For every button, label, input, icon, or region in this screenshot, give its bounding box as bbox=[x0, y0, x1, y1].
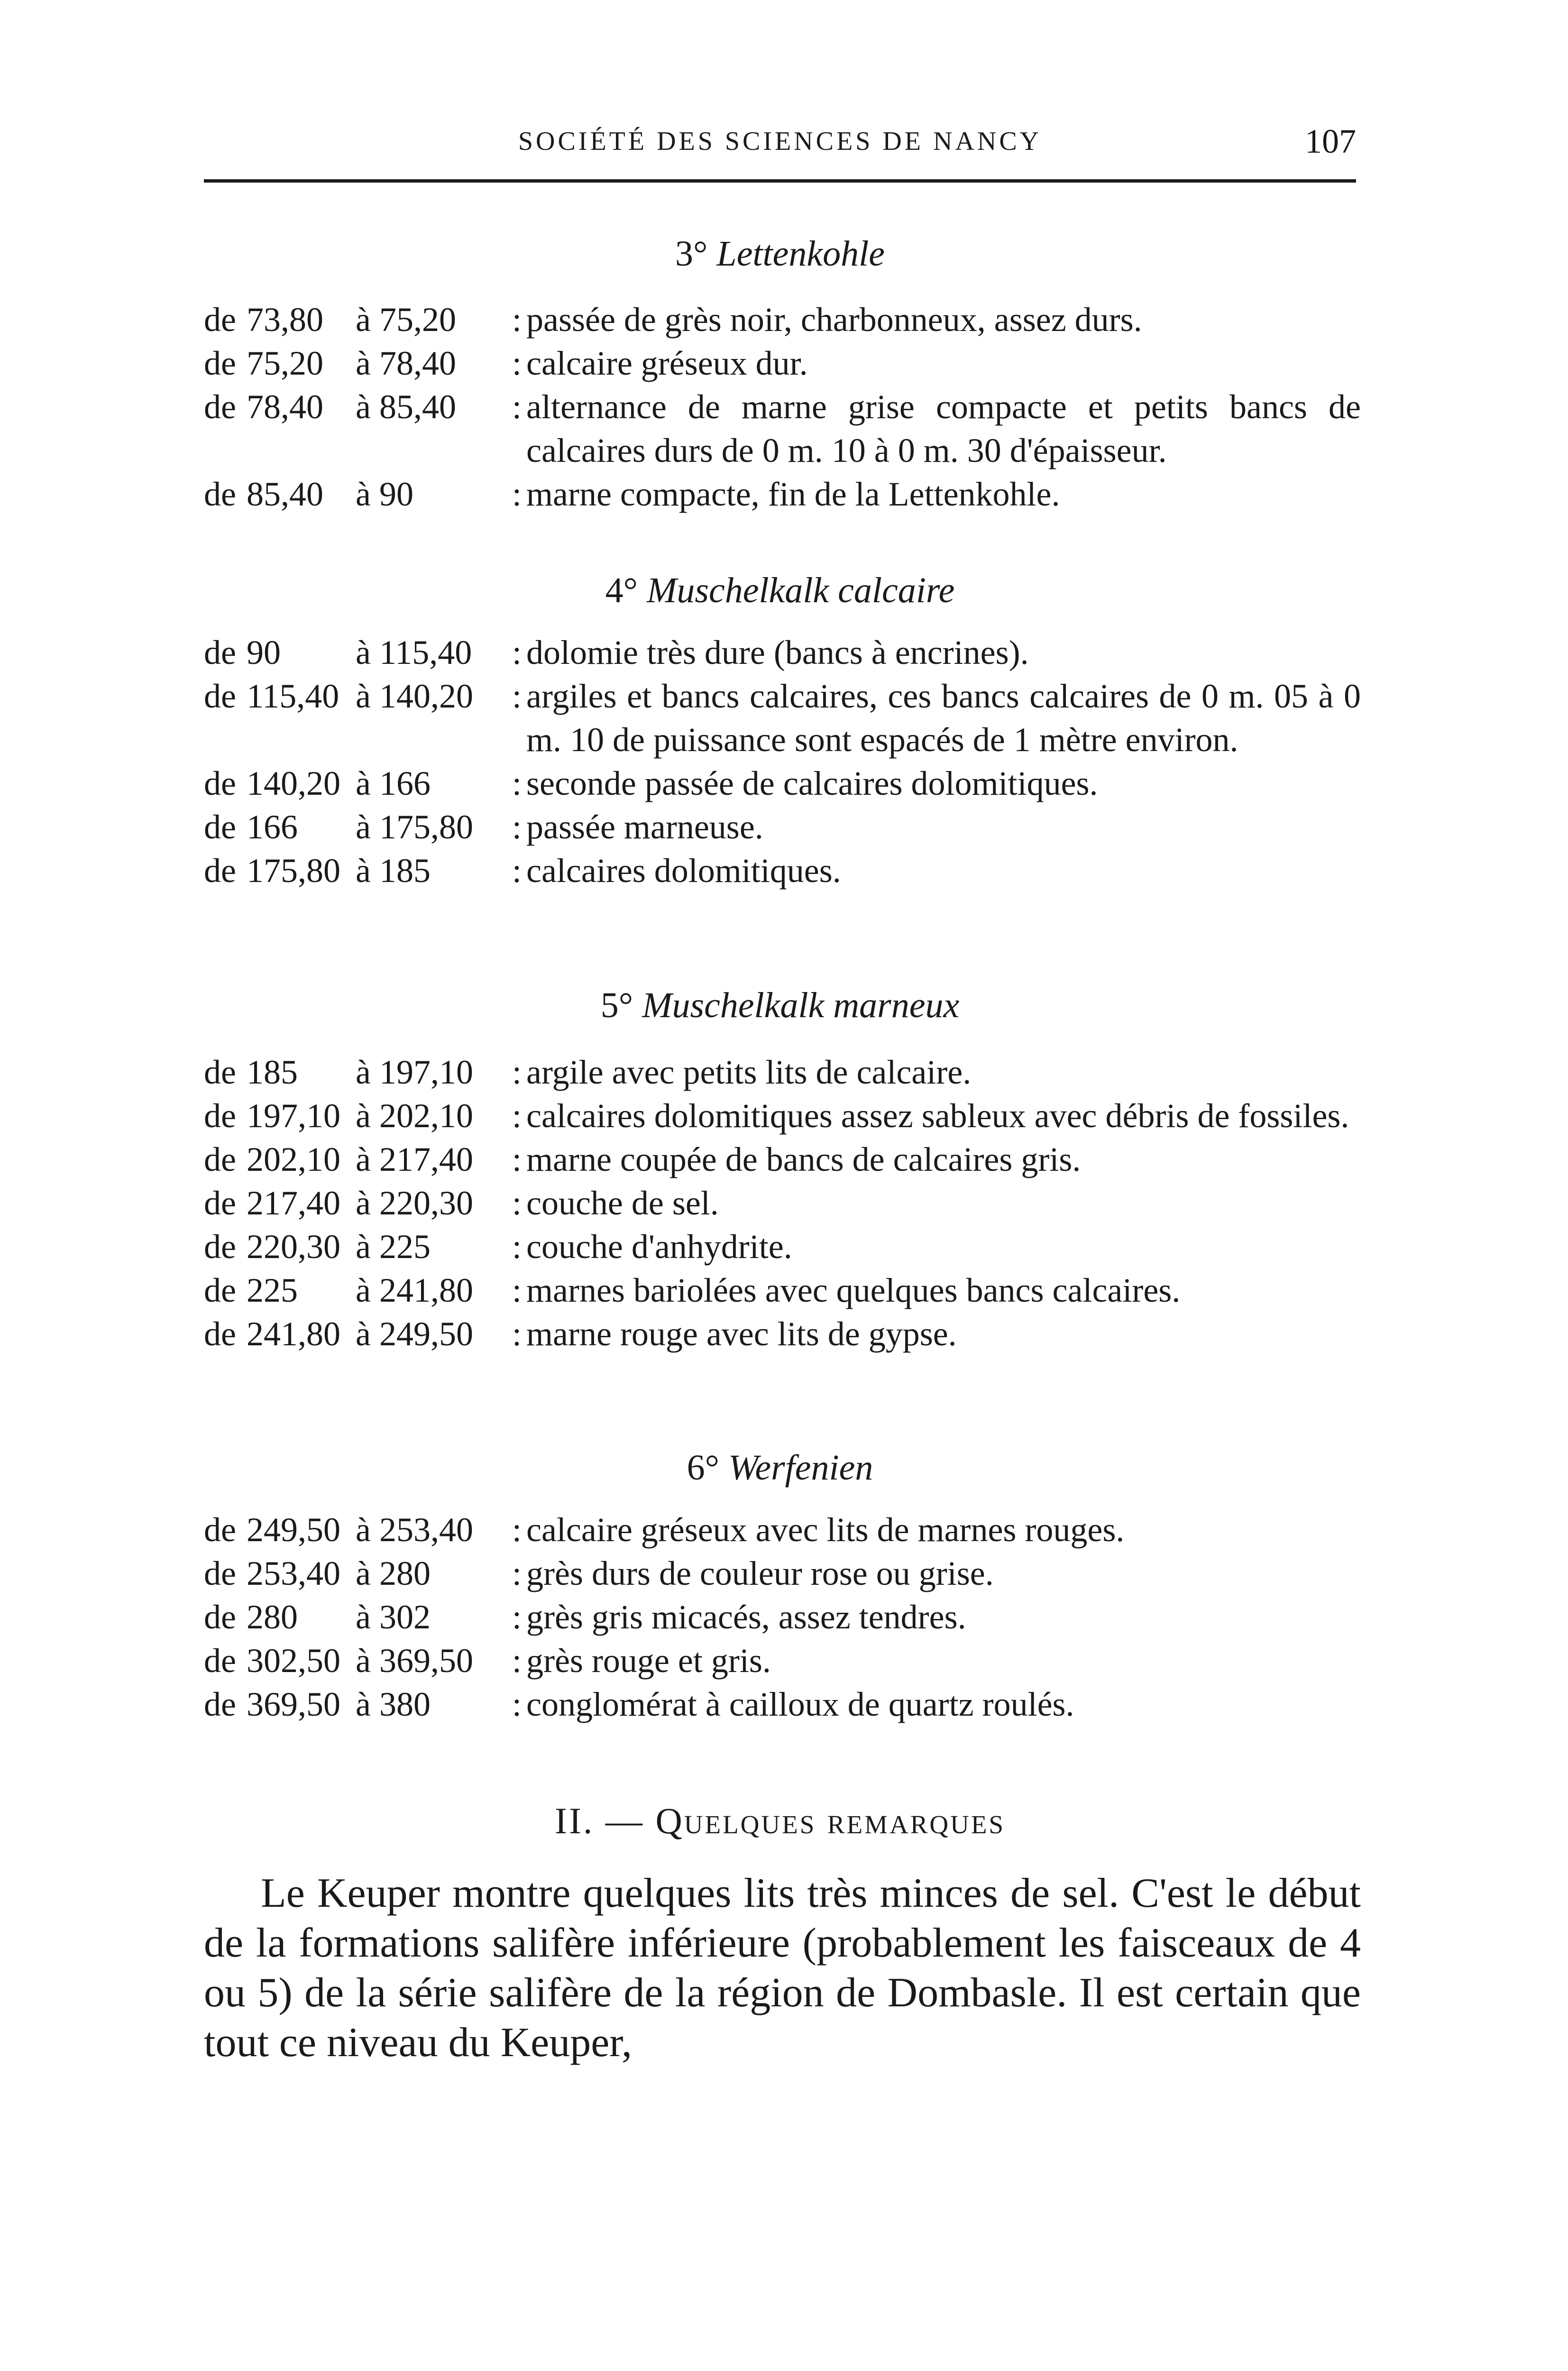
a-word: à bbox=[356, 1140, 371, 1178]
separator-colon: : bbox=[512, 1097, 522, 1135]
depth-range bbox=[204, 1181, 512, 1225]
de-word: de bbox=[204, 1184, 236, 1222]
a-word: à bbox=[356, 677, 371, 715]
depth-range bbox=[204, 1552, 512, 1595]
depth-to-value: 175,80 bbox=[379, 808, 473, 846]
depth-to bbox=[356, 1508, 512, 1552]
separator-colon: : bbox=[512, 1642, 522, 1680]
layer-description: grès gris micacés, assez tendres. bbox=[526, 1598, 966, 1636]
depth-to-value: 140,20 bbox=[379, 677, 473, 715]
depth-from bbox=[204, 341, 356, 385]
depth-to bbox=[356, 1225, 512, 1268]
layer-description: couche d'anhydrite. bbox=[526, 1228, 792, 1266]
section-heading-werfenien bbox=[204, 1446, 1356, 1489]
depth-range bbox=[204, 674, 512, 762]
depth-to bbox=[356, 385, 512, 472]
separator-colon: : bbox=[512, 764, 522, 802]
depth-range bbox=[204, 385, 512, 472]
part-heading bbox=[204, 1797, 1356, 1845]
layer-description: calcaires dolomitiques assez sableux avec débris de fossiles. bbox=[526, 1097, 1349, 1135]
table-row bbox=[204, 1138, 1361, 1181]
depth-from-value: 75,20 bbox=[246, 344, 323, 382]
depth-from-value: 302,50 bbox=[246, 1642, 340, 1680]
depth-to-value: 253,40 bbox=[379, 1511, 473, 1549]
a-word: à bbox=[356, 344, 371, 382]
layer-description: argile avec petits lits de calcaire. bbox=[526, 1053, 972, 1091]
a-word: à bbox=[356, 1511, 371, 1549]
de-word: de bbox=[204, 388, 236, 426]
header-rule bbox=[204, 179, 1356, 183]
separator-colon: : bbox=[512, 1598, 522, 1636]
table-row bbox=[204, 1225, 1361, 1268]
a-word: à bbox=[356, 1315, 371, 1353]
layer-description: dolomie très dure (bancs à encrines). bbox=[526, 634, 1029, 671]
depth-range bbox=[204, 1639, 512, 1682]
layer-description: calcaire gréseux dur. bbox=[526, 344, 808, 382]
section-number: 5° bbox=[600, 985, 633, 1025]
depth-to-value: 217,40 bbox=[379, 1140, 473, 1178]
depth-to-value: 75,20 bbox=[379, 301, 456, 339]
depth-to bbox=[356, 298, 512, 341]
section-title: Werfenien bbox=[728, 1448, 873, 1488]
depth-to-value: 369,50 bbox=[379, 1642, 473, 1680]
depth-from-value: 90 bbox=[246, 634, 281, 671]
separator-colon: : bbox=[512, 852, 522, 890]
a-word: à bbox=[356, 1271, 371, 1309]
depth-to bbox=[356, 805, 512, 849]
de-word: de bbox=[204, 301, 236, 339]
section-table-werfenien bbox=[204, 1508, 1361, 1726]
depth-from bbox=[204, 762, 356, 805]
depth-to-value: 115,40 bbox=[379, 634, 472, 671]
depth-from-value: 369,50 bbox=[246, 1685, 340, 1723]
layer-description: calcaires dolomitiques. bbox=[526, 852, 841, 890]
table-row bbox=[204, 385, 1361, 472]
a-word: à bbox=[356, 1685, 371, 1723]
layer-description: passée de grès noir, charbonneux, assez durs. bbox=[526, 301, 1142, 339]
depth-from bbox=[204, 805, 356, 849]
depth-range bbox=[204, 1225, 512, 1268]
layer-description: conglomérat à cailloux de quartz roulés. bbox=[526, 1685, 1074, 1723]
depth-from-value: 166 bbox=[246, 808, 298, 846]
separator-colon: : bbox=[512, 475, 522, 513]
separator-colon: : bbox=[512, 1511, 522, 1549]
depth-to-value: 380 bbox=[379, 1685, 431, 1723]
part-title: Quelques remarques bbox=[655, 1800, 1006, 1841]
table-row bbox=[204, 1094, 1361, 1138]
table-row bbox=[204, 298, 1361, 341]
depth-to-value: 85,40 bbox=[379, 388, 456, 426]
separator-colon: : bbox=[512, 301, 522, 339]
part-numeral: II. — bbox=[554, 1800, 644, 1841]
table-row bbox=[204, 1050, 1361, 1094]
depth-to-value: 90 bbox=[379, 475, 413, 513]
layer-description: seconde passée de calcaires dolomitiques. bbox=[526, 764, 1098, 802]
depth-from bbox=[204, 385, 356, 472]
de-word: de bbox=[204, 764, 236, 802]
a-word: à bbox=[356, 764, 371, 802]
separator-colon: : bbox=[512, 388, 522, 426]
depth-to bbox=[356, 1595, 512, 1639]
depth-from bbox=[204, 1508, 356, 1552]
a-word: à bbox=[356, 1228, 371, 1266]
table-row bbox=[204, 341, 1361, 385]
de-word: de bbox=[204, 1511, 236, 1549]
layer-description: calcaire gréseux avec lits de marnes rouges. bbox=[526, 1511, 1125, 1549]
de-word: de bbox=[204, 1228, 236, 1266]
depth-from-value: 115,40 bbox=[246, 677, 339, 715]
depth-range bbox=[204, 341, 512, 385]
depth-range bbox=[204, 298, 512, 341]
a-word: à bbox=[356, 1053, 371, 1091]
de-word: de bbox=[204, 1554, 236, 1592]
section-title: Muschelkalk calcaire bbox=[647, 570, 955, 610]
separator-colon: : bbox=[512, 1685, 522, 1723]
separator-colon: : bbox=[512, 1228, 522, 1266]
depth-from-value: 225 bbox=[246, 1271, 298, 1309]
de-word: de bbox=[204, 808, 236, 846]
depth-to-value: 185 bbox=[379, 852, 431, 890]
separator-colon: : bbox=[512, 1053, 522, 1091]
layer-description: marne rouge avec lits de gypse. bbox=[526, 1315, 957, 1353]
section-table-lettenkohle bbox=[204, 298, 1361, 516]
depth-range bbox=[204, 849, 512, 892]
separator-colon: : bbox=[512, 1315, 522, 1353]
depth-to bbox=[356, 631, 512, 674]
a-word: à bbox=[356, 852, 371, 890]
table-row bbox=[204, 1552, 1361, 1595]
layer-description: marne compacte, fin de la Lettenkohle. bbox=[526, 475, 1060, 513]
depth-from-value: 78,40 bbox=[246, 388, 323, 426]
depth-to-value: 220,30 bbox=[379, 1184, 473, 1222]
separator-colon: : bbox=[512, 344, 522, 382]
table-row bbox=[204, 1595, 1361, 1639]
de-word: de bbox=[204, 475, 236, 513]
table-row bbox=[204, 1268, 1361, 1312]
a-word: à bbox=[356, 301, 371, 339]
depth-range bbox=[204, 1050, 512, 1094]
section-heading-muschelkalk-calcaire bbox=[204, 569, 1356, 612]
depth-to bbox=[356, 1138, 512, 1181]
separator-colon: : bbox=[512, 1140, 522, 1178]
a-word: à bbox=[356, 1598, 371, 1636]
de-word: de bbox=[204, 1140, 236, 1178]
depth-from bbox=[204, 472, 356, 516]
depth-from bbox=[204, 849, 356, 892]
depth-from-value: 220,30 bbox=[246, 1228, 340, 1266]
de-word: de bbox=[204, 677, 236, 715]
depth-from-value: 73,80 bbox=[246, 301, 323, 339]
table-row bbox=[204, 1181, 1361, 1225]
a-word: à bbox=[356, 808, 371, 846]
section-table-muschelkalk-calcaire bbox=[204, 631, 1361, 892]
journal-title: SOCIÉTÉ DES SCIENCES DE NANCY bbox=[518, 127, 1042, 156]
depth-to bbox=[356, 762, 512, 805]
depth-to bbox=[356, 1050, 512, 1094]
de-word: de bbox=[204, 852, 236, 890]
depth-from bbox=[204, 1552, 356, 1595]
depth-from bbox=[204, 1595, 356, 1639]
depth-to bbox=[356, 1268, 512, 1312]
separator-colon: : bbox=[512, 1271, 522, 1309]
separator-colon: : bbox=[512, 634, 522, 671]
depth-from-value: 202,10 bbox=[246, 1140, 340, 1178]
a-word: à bbox=[356, 1642, 371, 1680]
depth-from-value: 241,80 bbox=[246, 1315, 340, 1353]
de-word: de bbox=[204, 344, 236, 382]
section-title: Lettenkohle bbox=[716, 234, 885, 274]
depth-range bbox=[204, 1508, 512, 1552]
de-word: de bbox=[204, 1097, 236, 1135]
depth-to bbox=[356, 1682, 512, 1726]
depth-to bbox=[356, 1552, 512, 1595]
depth-to bbox=[356, 472, 512, 516]
depth-from bbox=[204, 1268, 356, 1312]
section-number: 3° bbox=[675, 234, 708, 274]
depth-to-value: 202,10 bbox=[379, 1097, 473, 1135]
depth-from-value: 217,40 bbox=[246, 1184, 340, 1222]
depth-from-value: 185 bbox=[246, 1053, 298, 1091]
de-word: de bbox=[204, 1642, 236, 1680]
depth-from bbox=[204, 674, 356, 762]
depth-range bbox=[204, 1682, 512, 1726]
de-word: de bbox=[204, 1685, 236, 1723]
depth-to bbox=[356, 1094, 512, 1138]
depth-to bbox=[356, 341, 512, 385]
depth-from bbox=[204, 1181, 356, 1225]
depth-from bbox=[204, 1682, 356, 1726]
depth-to-value: 302 bbox=[379, 1598, 431, 1636]
depth-range bbox=[204, 1312, 512, 1356]
depth-from-value: 140,20 bbox=[246, 764, 340, 802]
depth-from bbox=[204, 1639, 356, 1682]
layer-description: marne coupée de bancs de calcaires gris. bbox=[526, 1140, 1081, 1178]
depth-range bbox=[204, 1138, 512, 1181]
table-row bbox=[204, 1312, 1361, 1356]
depth-to-value: 241,80 bbox=[379, 1271, 473, 1309]
depth-range bbox=[204, 1595, 512, 1639]
depth-range bbox=[204, 805, 512, 849]
table-row bbox=[204, 631, 1361, 674]
layer-description: alternance de marne grise compacte et petits bancs de calcaires durs de 0 m. 10 à 0 m. 30 d'épaisseur. bbox=[526, 388, 1361, 469]
depth-to bbox=[356, 1181, 512, 1225]
separator-colon: : bbox=[512, 808, 522, 846]
section-table-muschelkalk-marneux bbox=[204, 1050, 1361, 1356]
section-title: Muschelkalk marneux bbox=[642, 985, 960, 1025]
a-word: à bbox=[356, 1554, 371, 1592]
table-row bbox=[204, 1639, 1361, 1682]
table-row bbox=[204, 762, 1361, 805]
table-row bbox=[204, 1508, 1361, 1552]
table-row bbox=[204, 805, 1361, 849]
layer-description: passée marneuse. bbox=[526, 808, 763, 846]
section-heading-lettenkohle bbox=[204, 232, 1356, 275]
page-number: 107 bbox=[1305, 122, 1356, 160]
depth-from-value: 253,40 bbox=[246, 1554, 340, 1592]
depth-to bbox=[356, 849, 512, 892]
de-word: de bbox=[204, 1053, 236, 1091]
depth-from-value: 280 bbox=[246, 1598, 298, 1636]
depth-from-value: 197,10 bbox=[246, 1097, 340, 1135]
a-word: à bbox=[356, 634, 371, 671]
depth-to bbox=[356, 1639, 512, 1682]
section-number: 6° bbox=[687, 1448, 720, 1488]
a-word: à bbox=[356, 1184, 371, 1222]
depth-from bbox=[204, 631, 356, 674]
depth-from-value: 249,50 bbox=[246, 1511, 340, 1549]
table-row bbox=[204, 472, 1361, 516]
depth-from-value: 175,80 bbox=[246, 852, 340, 890]
running-header bbox=[204, 122, 1356, 170]
depth-to-value: 225 bbox=[379, 1228, 431, 1266]
depth-to bbox=[356, 1312, 512, 1356]
body-paragraph: Le Keuper montre quelques lits très minces de sel. C'est le début de la formations salifère inférieure (probablement les faisceaux de 4 ou 5) de la série salifère de la région de Dombasle. Il est certain que tout ce niveau du Keuper, bbox=[204, 1870, 1361, 2066]
depth-to-value: 166 bbox=[379, 764, 431, 802]
layer-description: marnes bariolées avec quelques bancs calcaires. bbox=[526, 1271, 1181, 1309]
depth-to bbox=[356, 674, 512, 762]
de-word: de bbox=[204, 1315, 236, 1353]
separator-colon: : bbox=[512, 677, 522, 715]
depth-range bbox=[204, 1268, 512, 1312]
de-word: de bbox=[204, 1271, 236, 1309]
depth-to-value: 280 bbox=[379, 1554, 431, 1592]
section-number: 4° bbox=[605, 570, 638, 610]
depth-from bbox=[204, 1312, 356, 1356]
de-word: de bbox=[204, 634, 236, 671]
separator-colon: : bbox=[512, 1554, 522, 1592]
depth-from bbox=[204, 1050, 356, 1094]
layer-description: argiles et bancs calcaires, ces bancs calcaires de 0 m. 05 à 0 m. 10 de puissance sont espacés de 1 mètre environ. bbox=[526, 677, 1361, 759]
depth-to-value: 197,10 bbox=[379, 1053, 473, 1091]
a-word: à bbox=[356, 1097, 371, 1135]
depth-range bbox=[204, 631, 512, 674]
depth-range bbox=[204, 1094, 512, 1138]
depth-to-value: 78,40 bbox=[379, 344, 456, 382]
layer-description: grès durs de couleur rose ou grise. bbox=[526, 1554, 994, 1592]
a-word: à bbox=[356, 475, 371, 513]
table-row bbox=[204, 849, 1361, 892]
depth-from bbox=[204, 1094, 356, 1138]
depth-from bbox=[204, 1225, 356, 1268]
table-row bbox=[204, 1682, 1361, 1726]
layer-description: grès rouge et gris. bbox=[526, 1642, 771, 1680]
depth-range bbox=[204, 472, 512, 516]
section-heading-muschelkalk-marneux bbox=[204, 984, 1356, 1027]
a-word: à bbox=[356, 388, 371, 426]
depth-from bbox=[204, 298, 356, 341]
depth-from-value: 85,40 bbox=[246, 475, 323, 513]
table-row bbox=[204, 674, 1361, 762]
separator-colon: : bbox=[512, 1184, 522, 1222]
depth-range bbox=[204, 762, 512, 805]
depth-from bbox=[204, 1138, 356, 1181]
layer-description: couche de sel. bbox=[526, 1184, 719, 1222]
depth-to-value: 249,50 bbox=[379, 1315, 473, 1353]
de-word: de bbox=[204, 1598, 236, 1636]
